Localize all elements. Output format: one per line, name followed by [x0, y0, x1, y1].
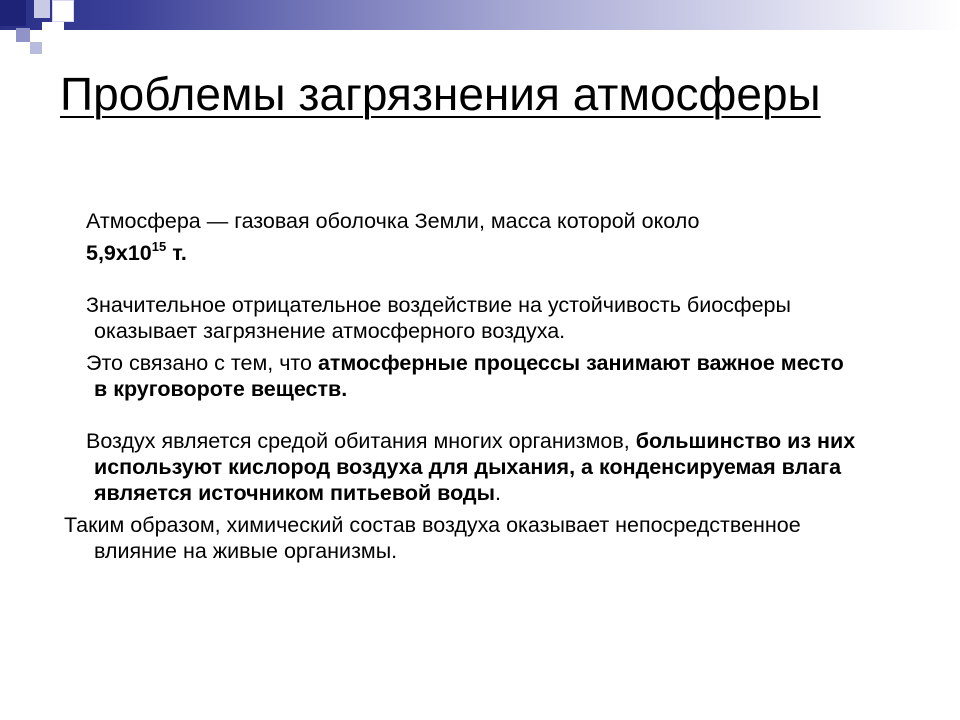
paragraph-biosphere-impact — [60, 292, 860, 344]
paragraph-emphasis: большинство из них используют кислород воздуха для дыхания, а конденсируемая влага является источником питьевой воды — [94, 429, 856, 505]
paragraph-conclusion — [60, 512, 860, 564]
paragraph-atmospheric-processes — [60, 350, 860, 402]
mass-base: 5,9х10 — [86, 241, 152, 265]
decorative-square — [34, 0, 50, 18]
mass-exponent: 15 — [151, 239, 167, 254]
paragraph-end: . — [494, 481, 501, 505]
paragraph-text: Воздух является средой обитания многих организмов, — [86, 429, 636, 453]
slide-body — [60, 208, 860, 564]
decorative-square — [16, 28, 30, 42]
paragraph-text: Значительное отрицательное воздействие на устойчивость биосферы оказывает загрязнение атмосферного воздуха. — [86, 293, 791, 343]
slide-title: Проблемы загрязнения атмосферы — [60, 68, 821, 120]
paragraph-air-habitat — [60, 428, 860, 506]
paragraph-text: Это связано с тем, что — [86, 351, 318, 375]
mass-unit: т. — [166, 241, 187, 265]
paragraph-atmosphere-mass — [60, 240, 860, 266]
paragraph-text: Атмосфера — газовая оболочка Земли, масса которой около — [86, 209, 700, 233]
paragraph-atmosphere-definition — [60, 208, 860, 234]
paragraph-emphasis: атмосферные процессы занимают важное место в круговороте веществ. — [94, 351, 844, 401]
decorative-square — [30, 42, 42, 54]
decorative-square — [0, 0, 26, 26]
paragraph-text: Таким образом, химический состав воздуха оказывает непосредственное влияние на живые организмы. — [64, 513, 801, 563]
decorative-square — [52, 0, 74, 22]
decorative-top-band — [0, 0, 960, 30]
decorative-square — [42, 22, 64, 48]
